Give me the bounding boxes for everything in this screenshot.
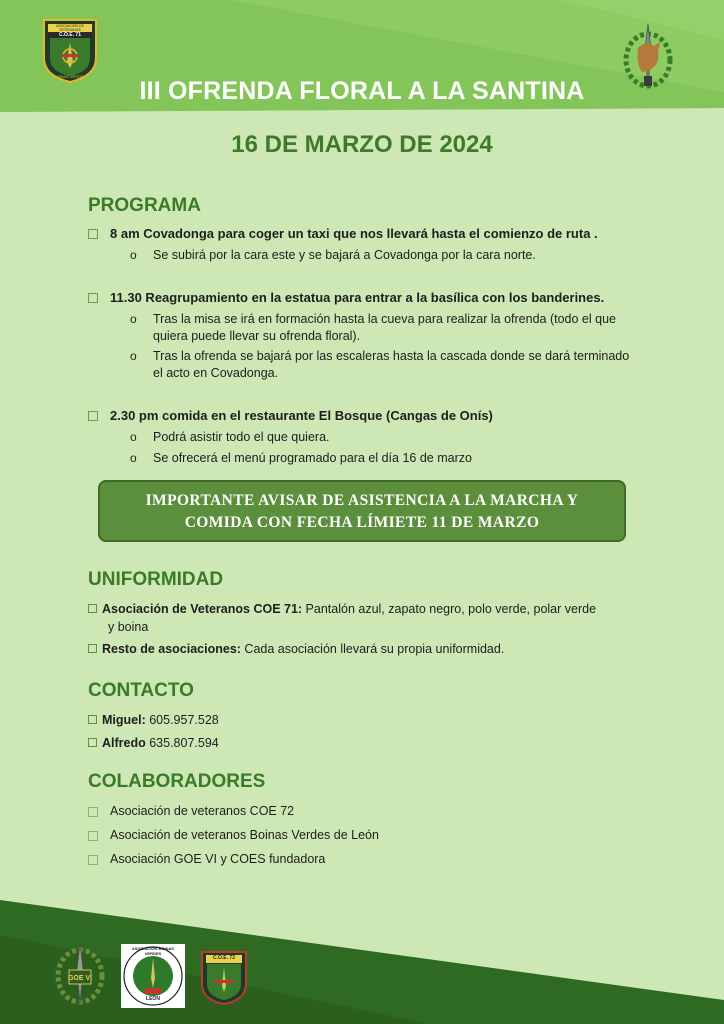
checkbox-bullet-icon xyxy=(88,855,98,865)
uniform-item-text-cont: y boina xyxy=(108,620,149,634)
banner-line-2: COMIDA CON FECHA LÍMIETE 11 DE MARZO xyxy=(184,514,540,531)
uniform-item-title: Asociación de Veteranos COE 71: xyxy=(102,602,303,616)
program-subitem xyxy=(130,348,630,382)
program-subitem-text: Tras la ofrenda se bajará por las escaleras hasta la cascada donde se dará terminado el acto en Covadonga. xyxy=(153,349,630,380)
checkbox-bullet-icon xyxy=(88,411,98,421)
coe71-logo xyxy=(42,18,98,84)
collaborator-item xyxy=(88,852,325,866)
program-item-label: 2.30 pm comida en el restaurante El Bosque (Cangas de Onís) xyxy=(110,408,493,423)
uniform-item-title: Resto de asociaciones: xyxy=(102,642,241,656)
checkbox-bullet-icon xyxy=(88,738,97,747)
section-heading-uniformidad: UNIFORMIDAD xyxy=(88,569,224,590)
program-subitem-text: Se ofrecerá el menú programado para el día 16 de marzo xyxy=(153,451,472,465)
uniform-item-text: Pantalón azul, zapato negro, polo verde, polar verde xyxy=(302,602,597,616)
uniform-item xyxy=(88,600,648,636)
checkbox-bullet-icon xyxy=(88,715,97,724)
boinas-verdes-ring-text: ASOCIACIÓN BOINAS VERDES xyxy=(131,946,175,956)
circle-bullet: o xyxy=(130,312,137,326)
program-subitem xyxy=(130,311,640,345)
circle-bullet: o xyxy=(130,248,137,262)
coe72-logo-text: C.O.E. 72 xyxy=(213,955,235,961)
collaborator-name: Asociación GOE VI y COES fundadora xyxy=(110,852,326,866)
contact-item xyxy=(88,734,219,752)
page-title: III OFRENDA FLORAL A LA SANTINA xyxy=(139,77,585,105)
section-heading-colaboradores: COLABORADORES xyxy=(88,771,266,792)
circle-bullet: o xyxy=(130,349,137,363)
attendance-notice-banner xyxy=(98,480,626,542)
collaborator-item xyxy=(88,828,379,842)
contact-phone[interactable]: 605.957.528 xyxy=(145,713,219,727)
program-item xyxy=(88,290,604,305)
program-subitem xyxy=(130,247,630,264)
program-subitem xyxy=(130,429,630,446)
boinas-verdes-bottom-text: LEÓN xyxy=(146,996,160,1002)
section-heading-contacto: CONTACTO xyxy=(88,680,194,701)
contact-name: Miguel: xyxy=(102,713,146,727)
program-subitem-text: Se subirá por la cara este y se bajará a Covadonga por la cara norte. xyxy=(153,248,536,262)
collaborator-item xyxy=(88,804,294,818)
collaborator-name: Asociación de veteranos Boinas Verdes de León xyxy=(110,828,379,842)
collaborator-name: Asociación de veteranos COE 72 xyxy=(110,804,295,818)
checkbox-bullet-icon xyxy=(88,229,98,239)
coe71-logo-text-top: ASOCIACIÓN DE VETERANOS xyxy=(56,24,84,32)
coe72-logo xyxy=(200,950,248,1006)
program-subitem-text: Tras la misa se irá en formación hasta la cueva para realizar la ofrenda (todo el que quiera puede llevar su ofrenda floral). xyxy=(153,312,616,343)
program-item-label: 8 am Covadonga para coger un taxi que nos llevará hasta el comienzo de ruta . xyxy=(110,226,598,241)
checkbox-bullet-icon xyxy=(88,293,98,303)
uniform-item xyxy=(88,640,504,658)
program-subitem xyxy=(130,450,630,467)
program-item xyxy=(88,226,598,241)
coe71-logo-text-mid: C.O.E. 71 xyxy=(59,32,81,38)
circle-bullet: o xyxy=(130,451,137,465)
checkbox-bullet-icon xyxy=(88,644,97,653)
banner-line-1: IMPORTANTE AVISAR DE ASISTENCIA A LA MARCHA Y xyxy=(145,492,579,509)
program-item-label: 11.30 Reagrupamiento en la estatua para entrar a la basílica con los banderines. xyxy=(110,290,605,305)
contact-phone[interactable]: 635.807.594 xyxy=(145,736,219,750)
section-heading-programa: PROGRAMA xyxy=(88,195,201,216)
event-date: 16 DE MARZO DE 2024 xyxy=(231,131,493,158)
program-item xyxy=(88,408,493,423)
checkbox-bullet-icon xyxy=(88,807,98,817)
svg-text:GOE VI: GOE VI xyxy=(67,975,93,982)
contact-name: Alfredo xyxy=(102,736,146,750)
boinas-verdes-leon-logo xyxy=(121,944,185,1008)
program-subitem-text: Podrá asistir todo el que quiera. xyxy=(153,430,330,444)
uniform-item-text: Cada asociación llevará su propia uniformidad. xyxy=(240,642,505,656)
circle-bullet: o xyxy=(130,430,137,444)
checkbox-bullet-icon xyxy=(88,831,98,841)
contact-item xyxy=(88,711,219,729)
checkbox-bullet-icon xyxy=(88,604,97,613)
goe-vi-logo xyxy=(54,940,106,1006)
coe71-logo-text-bottom: BOINAS VERDES xyxy=(53,74,87,79)
